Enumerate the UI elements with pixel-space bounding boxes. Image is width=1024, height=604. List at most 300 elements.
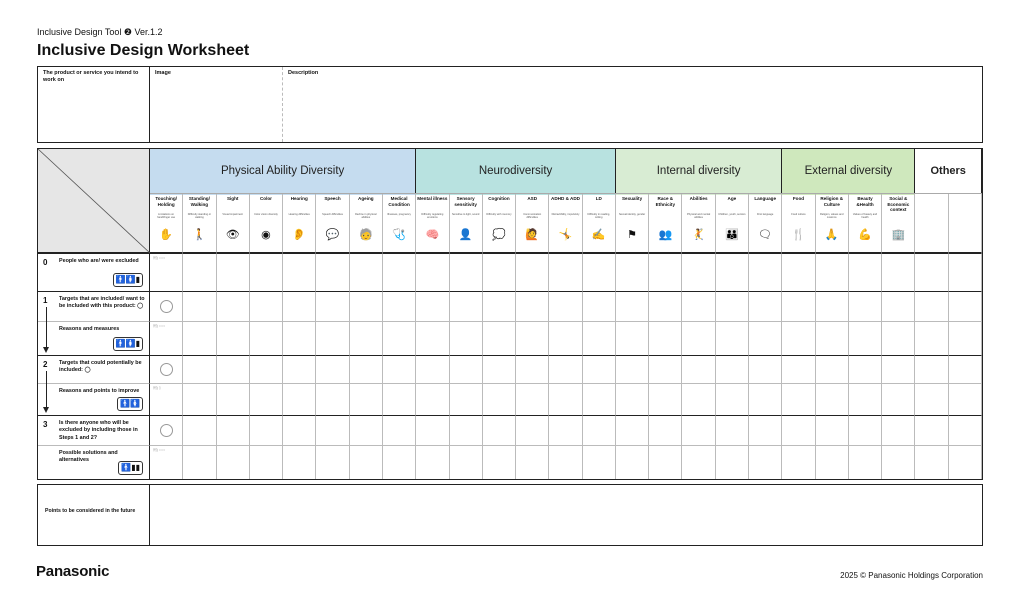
column-header xyxy=(416,193,449,253)
grid-cell[interactable] xyxy=(682,445,715,479)
row-label-cell xyxy=(38,355,150,383)
image-label: Image xyxy=(155,70,171,76)
grid-cell[interactable] xyxy=(483,355,516,383)
future-field[interactable] xyxy=(150,485,982,545)
grid-cell[interactable] xyxy=(649,445,682,479)
column-header xyxy=(749,193,782,253)
cell-placeholder: 例) ○○○ xyxy=(153,448,166,452)
grid-cell[interactable] xyxy=(849,383,882,415)
grid-cell[interactable] xyxy=(217,253,250,291)
grid-cell[interactable] xyxy=(316,321,349,355)
column-icon: 🤾 xyxy=(691,229,706,241)
grid-cell[interactable] xyxy=(450,383,483,415)
grid-cell[interactable] xyxy=(350,415,383,445)
grid-cell[interactable] xyxy=(782,355,815,383)
grid-cell[interactable] xyxy=(782,321,815,355)
column-icon: 🩺 xyxy=(392,229,406,241)
grid-cell[interactable] xyxy=(516,291,549,321)
grid-cell[interactable] xyxy=(949,355,982,383)
selection-circle[interactable] xyxy=(160,300,173,313)
column-desc: Hearing difficulties xyxy=(288,213,310,216)
grid-cell[interactable] xyxy=(516,253,549,291)
grid-cell[interactable] xyxy=(316,415,349,445)
grid-cell[interactable] xyxy=(416,321,449,355)
column-name: Age xyxy=(727,196,737,201)
grid-cell[interactable] xyxy=(616,291,649,321)
grid-cell[interactable] xyxy=(217,445,250,479)
grid-cell[interactable] xyxy=(749,321,782,355)
grid-cell[interactable] xyxy=(682,253,715,291)
grid-cell[interactable] xyxy=(516,355,549,383)
grid-cell[interactable] xyxy=(949,445,982,479)
column-desc: Difficulty with memory xyxy=(486,213,512,216)
column-desc: First language xyxy=(756,213,774,216)
grid-cell[interactable] xyxy=(483,253,516,291)
grid-cell[interactable] xyxy=(483,383,516,415)
grid-cell[interactable] xyxy=(749,253,782,291)
column-header xyxy=(217,193,250,253)
image-field[interactable] xyxy=(150,67,283,142)
column-header xyxy=(183,193,216,253)
column-header xyxy=(882,193,915,253)
grid-cell[interactable] xyxy=(583,445,616,479)
column-header xyxy=(716,193,749,253)
grid-cell[interactable] xyxy=(549,445,582,479)
row-label-cell xyxy=(38,415,150,445)
column-header xyxy=(849,193,882,253)
column-desc: Limitations on hand/finger use xyxy=(157,213,176,220)
grid-cell[interactable] xyxy=(416,253,449,291)
grid-cell[interactable] xyxy=(183,383,216,415)
column-name: Race & Ethnicity xyxy=(655,196,676,207)
grid-cell[interactable] xyxy=(516,415,549,445)
description-label: Description xyxy=(288,70,319,76)
grid-cell[interactable] xyxy=(915,383,948,415)
grid-cell[interactable] xyxy=(450,445,483,479)
grid-cell[interactable] xyxy=(749,415,782,445)
grid-cell[interactable] xyxy=(915,291,948,321)
column-header xyxy=(250,193,283,253)
grid-cell[interactable] xyxy=(383,291,416,321)
column-desc: Children, youth, seniors xyxy=(718,213,746,216)
corner-diagonal xyxy=(38,149,150,253)
grid-cell[interactable] xyxy=(749,291,782,321)
grid-cell[interactable] xyxy=(549,383,582,415)
row-label: Reasons and measures xyxy=(59,326,120,332)
grid-cell[interactable] xyxy=(316,291,349,321)
column-name: Speech xyxy=(324,196,341,201)
grid-cell[interactable] xyxy=(183,415,216,445)
grid-cell[interactable] xyxy=(649,321,682,355)
grid-cell[interactable] xyxy=(250,355,283,383)
column-desc: Difficulty in reading, writing xyxy=(587,213,611,220)
grid-cell[interactable] xyxy=(549,321,582,355)
step-number: 1 xyxy=(43,296,48,305)
grid-cell[interactable] xyxy=(649,415,682,445)
grid-cell[interactable] xyxy=(583,355,616,383)
grid-cell[interactable] xyxy=(183,355,216,383)
grid-cell[interactable] xyxy=(450,321,483,355)
grid-cell[interactable] xyxy=(450,291,483,321)
grid-cell[interactable] xyxy=(283,355,316,383)
grid-cell[interactable] xyxy=(516,383,549,415)
diversity-grid xyxy=(37,148,983,480)
grid-cell[interactable] xyxy=(316,445,349,479)
grid-cell[interactable] xyxy=(383,253,416,291)
grid-cell[interactable] xyxy=(682,355,715,383)
grid-cell[interactable] xyxy=(649,253,682,291)
column-desc: Communication difficulties xyxy=(523,213,542,220)
grid-cell[interactable] xyxy=(583,383,616,415)
column-header xyxy=(516,193,549,253)
grid-cell[interactable] xyxy=(250,383,283,415)
column-icon: ◉ xyxy=(261,229,271,241)
grid-cell[interactable] xyxy=(882,415,915,445)
grid-cell[interactable] xyxy=(882,253,915,291)
column-header xyxy=(949,193,982,253)
column-name: Ageing xyxy=(358,196,374,201)
column-desc: Difficulty standing or walking xyxy=(187,213,212,220)
column-name: ADHD & ADD xyxy=(551,196,580,201)
grid-cell[interactable] xyxy=(383,321,416,355)
grid-cell[interactable] xyxy=(949,415,982,445)
grid-cell[interactable] xyxy=(782,253,815,291)
grid-cell[interactable] xyxy=(283,445,316,479)
column-icon: 🍴 xyxy=(791,229,806,241)
grid-cell[interactable] xyxy=(350,383,383,415)
grid-cell[interactable] xyxy=(849,321,882,355)
step-arrow-head xyxy=(43,407,49,413)
grid-cell[interactable] xyxy=(450,415,483,445)
column-name: ASD xyxy=(527,196,538,201)
grid-cell[interactable] xyxy=(416,291,449,321)
grid-cell[interactable] xyxy=(583,253,616,291)
grid-cell[interactable] xyxy=(782,445,815,479)
grid-cell[interactable] xyxy=(682,383,715,415)
grid-cell[interactable] xyxy=(416,445,449,479)
row-label: Targets that could potentially be included: ◯ xyxy=(59,360,142,374)
column-name: Sensory sensitivity xyxy=(454,196,477,207)
row-label-cell xyxy=(38,383,150,415)
column-icon: 👤 xyxy=(458,229,473,241)
column-icon: 🏢 xyxy=(891,229,906,241)
row-label: Reasons and points to improve xyxy=(59,388,140,394)
grid-cell[interactable] xyxy=(450,253,483,291)
grid-cell[interactable] xyxy=(183,291,216,321)
column-name: LD xyxy=(595,196,602,201)
grid-cell[interactable] xyxy=(416,355,449,383)
grid-cell[interactable] xyxy=(283,253,316,291)
grid-cell[interactable] xyxy=(217,321,250,355)
column-name: Religion & Culture xyxy=(820,196,844,207)
column-desc: Sexual identity, gender xyxy=(618,213,646,216)
grid-cell[interactable] xyxy=(383,355,416,383)
product-label: The product or service you intend to work on xyxy=(38,67,150,142)
grid-cell[interactable] xyxy=(849,253,882,291)
grid-cell[interactable] xyxy=(516,445,549,479)
grid-cell[interactable] xyxy=(716,445,749,479)
grid-cell[interactable] xyxy=(682,321,715,355)
grid-cell[interactable] xyxy=(350,291,383,321)
grid-cell[interactable] xyxy=(849,355,882,383)
grid-cell[interactable] xyxy=(516,321,549,355)
column-header xyxy=(915,193,948,253)
column-icon: 🗨 xyxy=(758,229,773,241)
grid-cell[interactable] xyxy=(616,445,649,479)
grid-cell[interactable] xyxy=(882,321,915,355)
future-label: Points to be considered in the future xyxy=(38,485,150,545)
row-label-cell xyxy=(38,445,150,479)
grid-cell[interactable] xyxy=(816,355,849,383)
grid-cell[interactable] xyxy=(250,321,283,355)
grid-cell[interactable] xyxy=(316,383,349,415)
column-name: Sexuality xyxy=(621,196,643,201)
grid-cell[interactable] xyxy=(183,445,216,479)
column-name xyxy=(949,196,981,210)
grid-cell[interactable] xyxy=(849,291,882,321)
column-icon: ✋ xyxy=(159,229,173,241)
grid-cell[interactable] xyxy=(250,253,283,291)
selection-circle[interactable] xyxy=(160,424,173,437)
row-label: Is there anyone who will be excluded by including those in Steps 1 and 2? xyxy=(59,420,138,441)
grid-cell[interactable] xyxy=(416,415,449,445)
grid-cell[interactable] xyxy=(716,415,749,445)
grid-cell[interactable] xyxy=(383,445,416,479)
grid-cell[interactable] xyxy=(549,253,582,291)
column-desc: Values of beauty and health xyxy=(852,213,878,220)
page-title: Inclusive Design Worksheet xyxy=(37,42,250,59)
column-desc xyxy=(882,213,914,229)
column-header xyxy=(549,193,582,253)
grid-cell[interactable] xyxy=(915,445,948,479)
column-name xyxy=(915,196,947,210)
column-desc: Distractibility, impulsivity xyxy=(551,213,580,216)
grid-cell[interactable] xyxy=(816,445,849,479)
step-number: 2 xyxy=(43,360,48,369)
selection-circle[interactable] xyxy=(160,363,173,376)
column-icon: 💬 xyxy=(325,229,340,241)
grid-cell[interactable] xyxy=(583,291,616,321)
row-label: Targets that are included/ want to be included with this product: ◯ xyxy=(59,296,145,310)
group-header-2: Internal diversity xyxy=(616,149,782,193)
column-icon: 🧓 xyxy=(358,229,373,241)
grid-cell[interactable] xyxy=(283,291,316,321)
column-name: Color xyxy=(259,196,272,201)
grid-cell[interactable] xyxy=(583,321,616,355)
step-arrow-line xyxy=(46,307,47,347)
grid-cell[interactable] xyxy=(616,253,649,291)
column-header xyxy=(616,193,649,253)
grid-cell[interactable] xyxy=(616,383,649,415)
grid-cell[interactable] xyxy=(649,291,682,321)
grid-cell[interactable] xyxy=(183,321,216,355)
column-desc xyxy=(649,213,681,229)
column-desc: Speech difficulties xyxy=(322,213,343,216)
column-icon: 🚶 xyxy=(192,229,207,241)
column-header xyxy=(583,193,616,253)
column-desc: Visual impairment xyxy=(222,213,243,216)
grid-cell[interactable] xyxy=(949,383,982,415)
grid-cell[interactable] xyxy=(483,291,516,321)
column-name: Medical Condition xyxy=(388,196,410,207)
step-arrow-head xyxy=(43,347,49,353)
grid-cell[interactable] xyxy=(949,321,982,355)
grid-cell[interactable] xyxy=(316,355,349,383)
column-icon: 🧠 xyxy=(425,229,440,241)
grid-cell[interactable] xyxy=(716,291,749,321)
grid-cell[interactable] xyxy=(882,383,915,415)
column-name: Cognition xyxy=(488,196,510,201)
row-label-cell xyxy=(38,253,150,291)
grid-cell[interactable] xyxy=(450,355,483,383)
column-desc: Sensitive to light, sound xyxy=(451,213,480,216)
column-name: Food xyxy=(792,196,805,201)
grid-cell[interactable] xyxy=(316,253,349,291)
group-header-0: Physical Ability Diversity xyxy=(150,149,416,193)
grid-cell[interactable] xyxy=(882,445,915,479)
column-name: Standing/ Walking xyxy=(188,196,210,207)
column-name: Beauty &Health xyxy=(856,196,874,207)
grid-cell[interactable] xyxy=(749,445,782,479)
step-number: 3 xyxy=(43,420,48,429)
copyright: 2025 © Panasonic Holdings Corporation xyxy=(840,571,983,580)
column-name: Touching/ Holding xyxy=(155,196,177,207)
grid-cell[interactable] xyxy=(915,321,948,355)
column-icon: ✍ xyxy=(591,229,606,241)
column-desc: Food culture xyxy=(791,213,806,216)
grid-cell[interactable] xyxy=(816,415,849,445)
grid-cell[interactable] xyxy=(682,415,715,445)
column-icon: 👪 xyxy=(725,229,739,241)
grid-cell[interactable] xyxy=(849,445,882,479)
column-icon: 👂 xyxy=(292,229,307,241)
grid-cell[interactable] xyxy=(882,355,915,383)
grid-cell[interactable] xyxy=(549,291,582,321)
grid-cell[interactable] xyxy=(849,415,882,445)
people-icon: 🚹🚺▮ xyxy=(113,273,143,287)
grid-cell[interactable] xyxy=(816,291,849,321)
grid-cell[interactable] xyxy=(350,445,383,479)
cell-placeholder: 例) ○○○ xyxy=(153,324,166,328)
grid-cell[interactable] xyxy=(483,415,516,445)
row-label: Possible solutions and alternatives xyxy=(59,450,118,464)
column-name: Hearing xyxy=(290,196,308,201)
product-box xyxy=(37,66,983,143)
column-desc: Physical and mental abilities xyxy=(686,213,711,220)
grid-cell[interactable] xyxy=(183,253,216,291)
grid-cell[interactable] xyxy=(882,291,915,321)
column-icon: 💭 xyxy=(492,229,506,241)
column-header xyxy=(816,193,849,253)
grid-cell[interactable] xyxy=(250,445,283,479)
row-label: People who are/ were excluded xyxy=(59,258,139,264)
column-desc: Illnesses, pregnancy xyxy=(387,213,411,216)
grid-cell[interactable] xyxy=(716,253,749,291)
column-icon: 👁 xyxy=(225,229,240,241)
column-header xyxy=(350,193,383,253)
grid-cell[interactable] xyxy=(915,415,948,445)
grid-cell[interactable] xyxy=(949,291,982,321)
description-field[interactable] xyxy=(283,67,982,142)
grid-cell[interactable] xyxy=(649,383,682,415)
grid-cell[interactable] xyxy=(616,415,649,445)
column-desc: Religion, values and customs xyxy=(820,213,844,220)
grid-cell[interactable] xyxy=(616,355,649,383)
column-desc: Difficulty regulating emotions xyxy=(421,213,444,220)
column-header xyxy=(483,193,516,253)
grid-cell[interactable] xyxy=(483,445,516,479)
grid-cell[interactable] xyxy=(782,415,815,445)
grid-cell[interactable] xyxy=(350,355,383,383)
future-box xyxy=(37,484,983,546)
group-header-3: External diversity xyxy=(782,149,915,193)
column-header xyxy=(782,193,815,253)
grid-cell[interactable] xyxy=(283,415,316,445)
grid-cell[interactable] xyxy=(816,383,849,415)
grid-cell[interactable] xyxy=(283,321,316,355)
column-header xyxy=(283,193,316,253)
grid-cell[interactable] xyxy=(782,291,815,321)
grid-cell[interactable] xyxy=(217,415,250,445)
column-header xyxy=(316,193,349,253)
group-divider xyxy=(150,193,982,194)
grid-cell[interactable] xyxy=(283,383,316,415)
grid-cell[interactable] xyxy=(350,321,383,355)
grid-cell[interactable] xyxy=(749,383,782,415)
column-icon: 🙏 xyxy=(824,229,839,241)
column-desc: Color vision diversity xyxy=(254,213,278,216)
grid-cell[interactable] xyxy=(949,253,982,291)
grid-cell[interactable] xyxy=(217,355,250,383)
column-name: Abilities xyxy=(689,196,708,201)
grid-cell[interactable] xyxy=(217,383,250,415)
grid-cell[interactable] xyxy=(915,253,948,291)
column-desc xyxy=(949,213,981,229)
grid-cell[interactable] xyxy=(549,415,582,445)
grid-cell[interactable] xyxy=(816,321,849,355)
grid-cell[interactable] xyxy=(383,415,416,445)
people-icon: 🚹🚺▮ xyxy=(113,337,143,351)
grid-cell[interactable] xyxy=(483,321,516,355)
grid-cell[interactable] xyxy=(716,321,749,355)
grid-cell[interactable] xyxy=(649,355,682,383)
grid-cell[interactable] xyxy=(682,291,715,321)
grid-cell[interactable] xyxy=(416,383,449,415)
grid-cell[interactable] xyxy=(250,291,283,321)
column-icon: 🙋 xyxy=(525,229,540,241)
grid-cell[interactable] xyxy=(250,415,283,445)
grid-cell[interactable] xyxy=(716,355,749,383)
column-header xyxy=(649,193,682,253)
column-icon: ⚑ xyxy=(627,229,637,241)
column-header xyxy=(682,193,715,253)
column-name: Language xyxy=(754,196,777,201)
group-header-1: Neurodiversity xyxy=(416,149,616,193)
grid-cell[interactable] xyxy=(716,383,749,415)
grid-cell[interactable] xyxy=(383,383,416,415)
grid-cell[interactable] xyxy=(549,355,582,383)
brand-logo: Panasonic xyxy=(36,563,110,580)
grid-cell[interactable] xyxy=(782,383,815,415)
tool-version: Inclusive Design Tool ❷ Ver.1.2 xyxy=(37,27,163,37)
grid-cell[interactable] xyxy=(217,291,250,321)
grid-cell[interactable] xyxy=(915,355,948,383)
grid-cell[interactable] xyxy=(350,253,383,291)
grid-cell[interactable] xyxy=(749,355,782,383)
grid-cell[interactable] xyxy=(616,321,649,355)
grid-cell[interactable] xyxy=(816,253,849,291)
grid-cell[interactable] xyxy=(583,415,616,445)
